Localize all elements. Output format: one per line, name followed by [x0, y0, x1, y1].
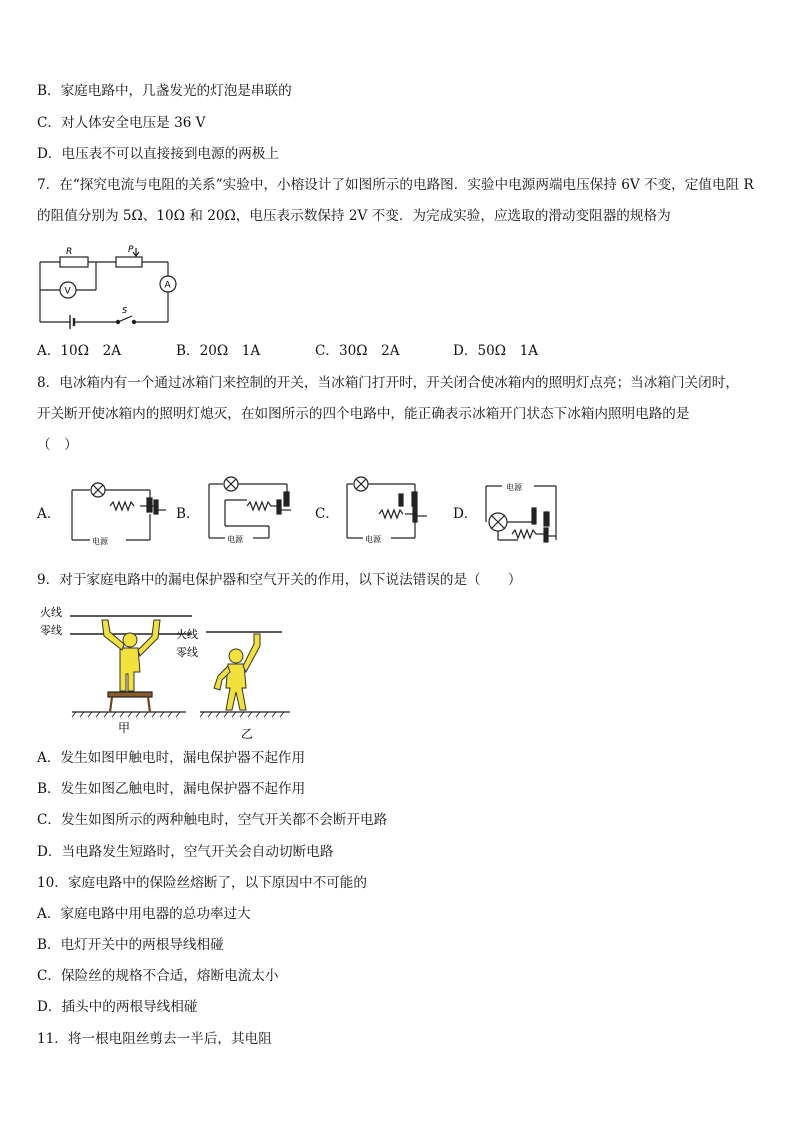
q9-option-c: C．发生如图所示的两种触电时，空气开关都不会断开电路 [37, 812, 388, 828]
q8-label-b: B． [176, 506, 200, 522]
label-neutral-jia: 零线 [40, 624, 62, 637]
rheostat [116, 257, 142, 267]
q8-circuit-d [482, 478, 582, 550]
q7-option-c: C．30Ω 2A [315, 343, 400, 359]
power-label-a: 电源 [92, 537, 108, 546]
q7-stem-line2: 的阻值分别为 5Ω、10Ω 和 20Ω，电压表示数保持 2V 不变．为完成实验，应选取的滑动变阻器的规格为 [37, 208, 671, 224]
q6-option-c: C．对人体安全电压是 36 V [37, 115, 206, 131]
q10-option-a: A．家庭电路中用电器的总功率过大 [37, 906, 251, 922]
label-s: S [122, 306, 128, 315]
q9-option-d: D．当电路发生短路时，空气开关会自动切断电路 [37, 844, 334, 860]
q8-circuit-a [68, 478, 168, 548]
q8-stem-line3: （ ） [37, 437, 78, 453]
q6-option-b: B．家庭电路中，几盏发光的灯泡是串联的 [37, 83, 292, 99]
q8-stem-line1: 8．电冰箱内有一个通过冰箱门来控制的开关，当冰箱门打开时，开关闭合使冰箱内的照明灯点亮；当冰箱门关闭时， [37, 375, 739, 391]
q10-stem: 10．家庭电路中的保险丝熔断了，以下原因中不可能的 [37, 875, 367, 891]
q7-option-b: B．20Ω 1A [176, 343, 261, 359]
label-fire-jia: 火线 [40, 606, 62, 619]
q8-stem-line2: 开关断开使冰箱内的照明灯熄灭，在如图所示的四个电路中，能正确表示冰箱开门状态下冰箱内照明电路的是 [37, 406, 690, 422]
label-yi: 乙 [241, 727, 254, 741]
power-label-d: 电源 [506, 483, 522, 492]
q9-stem: 9．对于家庭电路中的漏电保护器和空气开关的作用，以下说法错误的是（ ） [37, 572, 522, 588]
q10-option-d: D．插头中的两根导线相碰 [37, 999, 198, 1015]
label-neutral-yi: 零线 [176, 646, 198, 659]
q8-label-c: C． [315, 506, 339, 522]
q11-stem: 11．将一根电阻丝剪去一半后，其电阻 [37, 1031, 272, 1047]
label-jia: 甲 [118, 721, 131, 735]
q7-option-a: A．10Ω 2A [37, 343, 122, 359]
power-label-b: 电源 [227, 535, 243, 544]
switch-s [118, 316, 132, 322]
label-fire-yi: 火线 [176, 628, 198, 641]
q7-option-d: D．50Ω 1A [453, 343, 539, 359]
q9-option-b: B．发生如图乙触电时，漏电保护器不起作用 [37, 781, 306, 797]
q10-option-c: C．保险丝的规格不合适，熔断电流太小 [37, 968, 279, 984]
q7-circuit-diagram [36, 242, 186, 330]
q6-option-d: D．电压表不可以直接接到电源的两极上 [37, 146, 279, 162]
q8-circuit-b [205, 476, 305, 548]
label-p: P [128, 245, 134, 255]
person-jia [102, 620, 160, 691]
label-a: A [164, 280, 171, 291]
resistor-r [60, 257, 88, 267]
q9-option-a: A．发生如图甲触电时，漏电保护器不起作用 [37, 750, 306, 766]
q10-option-b: B．电灯开关中的两根导线相碰 [37, 937, 224, 953]
label-r: R [66, 247, 73, 257]
q9-shock-figures [36, 602, 296, 742]
q8-circuit-c [343, 474, 443, 548]
q8-label-a: A． [37, 506, 61, 522]
q7-stem-line1: 7．在“探究电流与电阻的关系”实验中，小榕设计了如图所示的电路图．实验中电源两端电压保持 6V 不变，定值电阻 R [37, 177, 754, 193]
person-yi [214, 634, 260, 710]
power-label-c: 电源 [365, 535, 381, 544]
label-v: V [64, 286, 71, 297]
q8-label-d: D． [453, 506, 478, 522]
